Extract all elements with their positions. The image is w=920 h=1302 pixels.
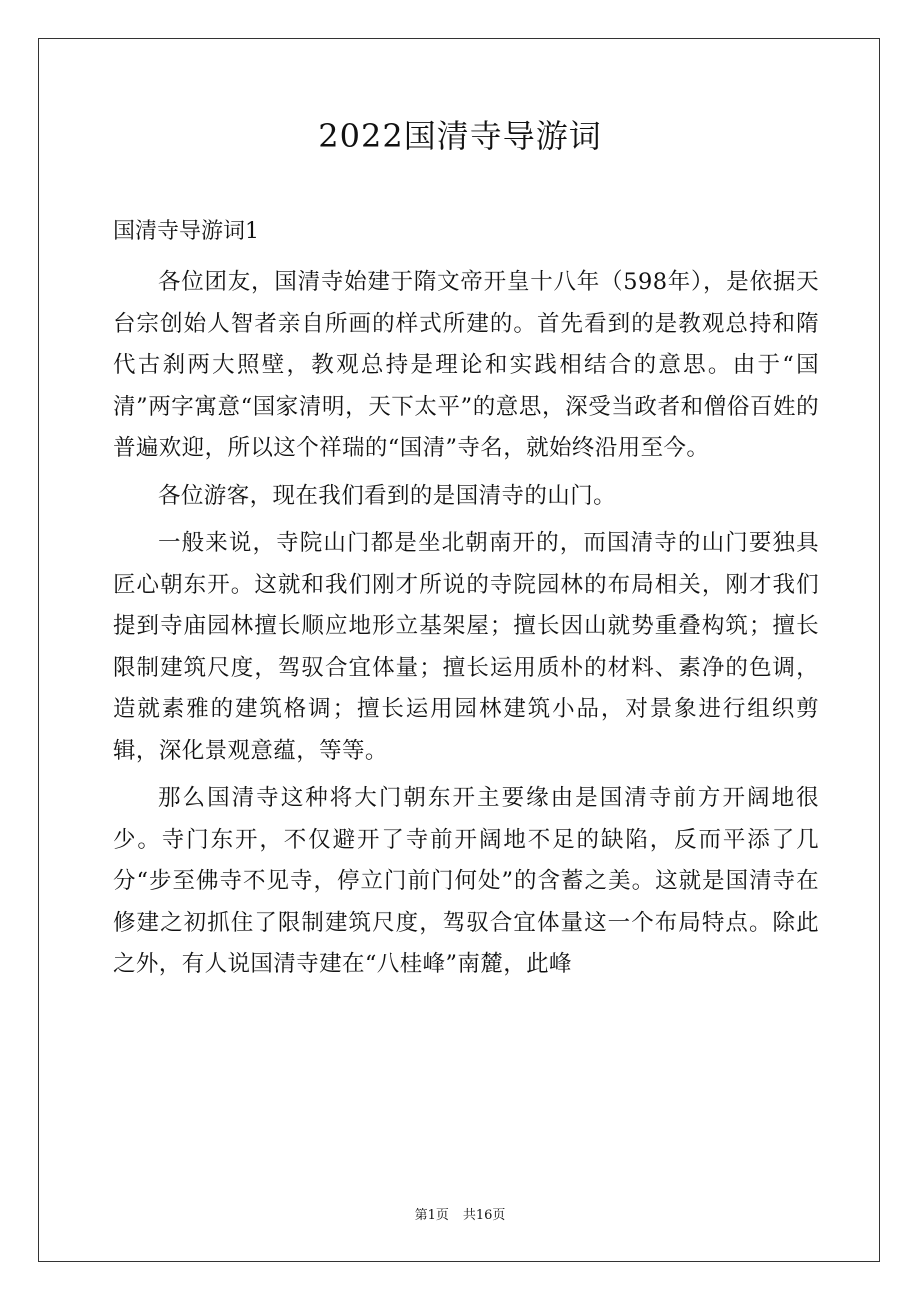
paragraph: 那么国清寺这种将大门朝东开主要缘由是国清寺前方开阔地很少。寺门东开，不仅避开了寺前开阔地不足的缺陷，反而平添了几分“步至佛寺不见寺，停立门前门何处”的含蓄之美。这就是国清寺在修建之初抓住了限制建筑尺度，驾驭合宜体量这一个布局特点。除此之外，有人说国清寺建在“八桂峰”南麓，此峰 [113,785,819,977]
section-heading: 国清寺导游词1 [113,219,259,244]
total-pages: 共16页 [462,1208,506,1223]
paragraph: 各位游客，现在我们看到的是国清寺的山门。 [158,482,617,509]
document-body [113,262,819,992]
page-footer [0,1207,920,1225]
document-title: 2022国清寺导游词 [318,117,602,155]
paragraph: 各位团友，国清寺始建于隋文帝开皇十八年（598年），是依据天台宗创始人智者亲自所画的样式所建的。首先看到的是教观总持和隋代古刹两大照壁，教观总持是理论和实践相结合的意思。由于“国清”两字寓意“国家清明，天下太平”的意思，深受当政者和僧俗百姓的普遍欢迎，所以这个祥瑞的“国清”寺名，就始终沿用至今。 [113,269,819,461]
page-number: 第1页 [414,1208,449,1223]
paragraph: 一般来说，寺院山门都是坐北朝南开的，而国清寺的山门要独具匠心朝东开。这就和我们刚才所说的寺院园林的布局相关，刚才我们提到寺庙园林擅长顺应地形立基架屋；擅长因山就势重叠构筑；擅长限制建筑尺度，驾驭合宜体量；擅长运用质朴的材料、素净的色调，造就素雅的建筑格调；擅长运用园林建筑小品，对景象进行组织剪辑，深化景观意蕴，等等。 [113,530,819,764]
